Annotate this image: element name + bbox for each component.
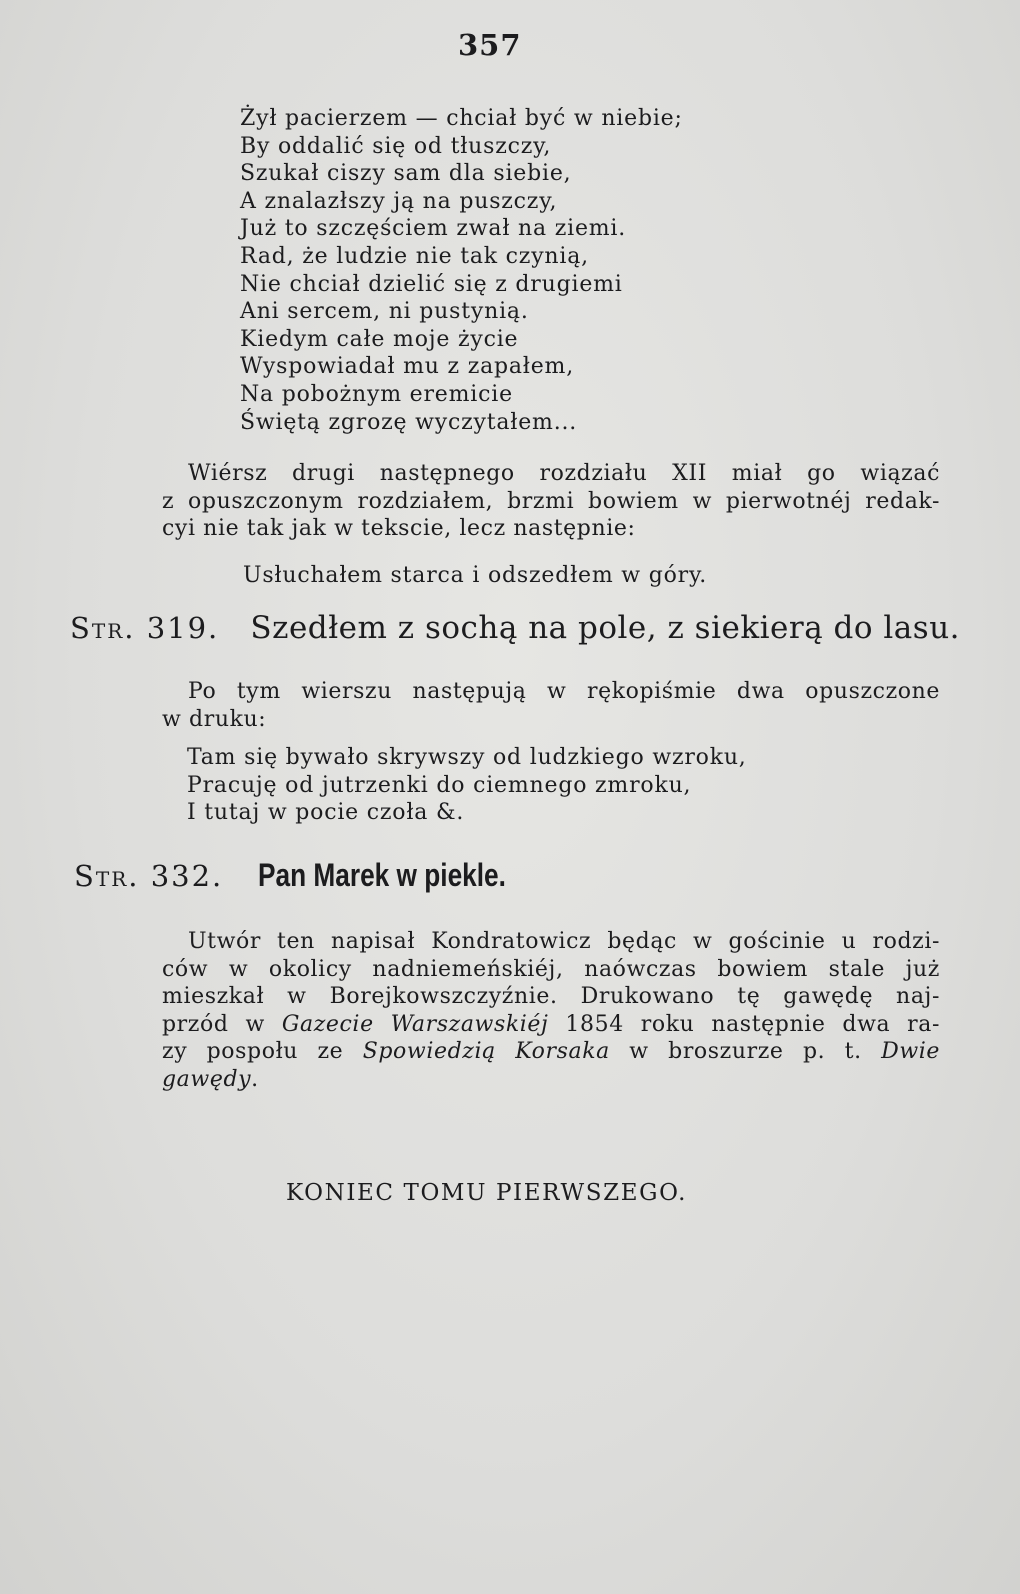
verse-line: Nie chciał dzielić się z drugiemi xyxy=(240,271,623,297)
italic-title: Spowiedzią Korsaka xyxy=(362,1039,610,1064)
note-line: w druku: xyxy=(162,706,267,732)
verse-block xyxy=(240,105,760,436)
text-run: . xyxy=(251,1066,259,1092)
page-number: 357 xyxy=(458,28,522,62)
note-line: Wiérsz drugi następnego rozdziału XII miał go wiązać xyxy=(188,461,940,486)
verse-line: Tam się bywało skrywszy od ludzkiego wzroku, xyxy=(187,745,747,770)
italic-title: gawędy xyxy=(162,1066,252,1092)
verse-line: Na pobożnym eremicie xyxy=(240,381,513,407)
note-line xyxy=(162,1011,940,1039)
text-run: przód w xyxy=(162,1011,265,1037)
entry-heading: Szedłem z sochą na pole, z siekierą do lasu. xyxy=(250,610,961,646)
text-run: w broszurze p. t. xyxy=(629,1039,862,1064)
note-line: mieszkał w Borejkowszczyźnie. Drukowano tę gawędę naj- xyxy=(162,984,940,1009)
page-reference: Str. 332. xyxy=(74,859,224,893)
verse-line: Rad, że ludzie nie tak czynią, xyxy=(240,243,589,269)
note-paragraph-3 xyxy=(162,928,940,1093)
note-line: z opuszczonym rozdziałem, brzmi bowiem w pierwotnéj redak- xyxy=(162,488,940,514)
verse-line: Szukał ciszy sam dla siebie, xyxy=(240,161,572,187)
note-paragraph-1 xyxy=(162,460,940,543)
entry-str-319 xyxy=(70,610,960,646)
verse-line: Świętą zgrozę wyczytałem... xyxy=(240,409,578,435)
verse-line: I tutaj w pocie czoła &. xyxy=(187,800,465,826)
volume-ending: KONIEC TOMU PIERWSZEGO. xyxy=(286,1180,688,1206)
note-line xyxy=(162,1038,940,1066)
italic-title: Gazecie Warszawskiéj xyxy=(281,1011,549,1037)
entry-heading: Pan Marek w piekle. xyxy=(258,857,507,893)
verse-line: Ani sercem, ni pustynią. xyxy=(240,299,529,325)
verse-line: Pracuję od jutrzenki do ciemnego zmroku, xyxy=(187,772,692,798)
quoted-verse: Usłuchałem starca i odszedłem w góry. xyxy=(243,563,708,588)
note-line: ców w okolicy nadniemeńskiéj, naówczas bowiem stale już xyxy=(162,956,940,982)
verse-block-2 xyxy=(187,744,887,827)
page-reference: Str. 319. xyxy=(70,611,220,645)
verse-line: Już to szczęściem zwał na ziemi. xyxy=(240,216,627,242)
italic-title: Dwie xyxy=(881,1039,941,1064)
text-run: 1854 roku następnie dwa ra- xyxy=(565,1011,941,1037)
note-line: cyi nie tak jak w tekscie, lecz następnie: xyxy=(162,516,636,541)
note-line xyxy=(162,1066,940,1094)
text-run: zy pospołu ze xyxy=(162,1039,344,1064)
verse-line: By oddalić się od tłuszczy, xyxy=(240,133,552,159)
verse-line: Kiedym całe moje życie xyxy=(240,326,519,352)
verse-line: A znalazłszy ją na puszczy, xyxy=(240,188,558,214)
note-paragraph-2 xyxy=(162,678,940,733)
note-line: Po tym wierszu następują w rękopiśmie dwa opuszczone xyxy=(188,679,940,704)
verse-line: Żył pacierzem — chciał być w niebie; xyxy=(240,106,683,131)
entry-str-332 xyxy=(74,857,561,894)
note-line: Utwór ten napisał Kondratowicz będąc w gościnie u rodzi- xyxy=(188,929,940,954)
verse-line: Wyspowiadał mu z zapałem, xyxy=(240,354,575,380)
